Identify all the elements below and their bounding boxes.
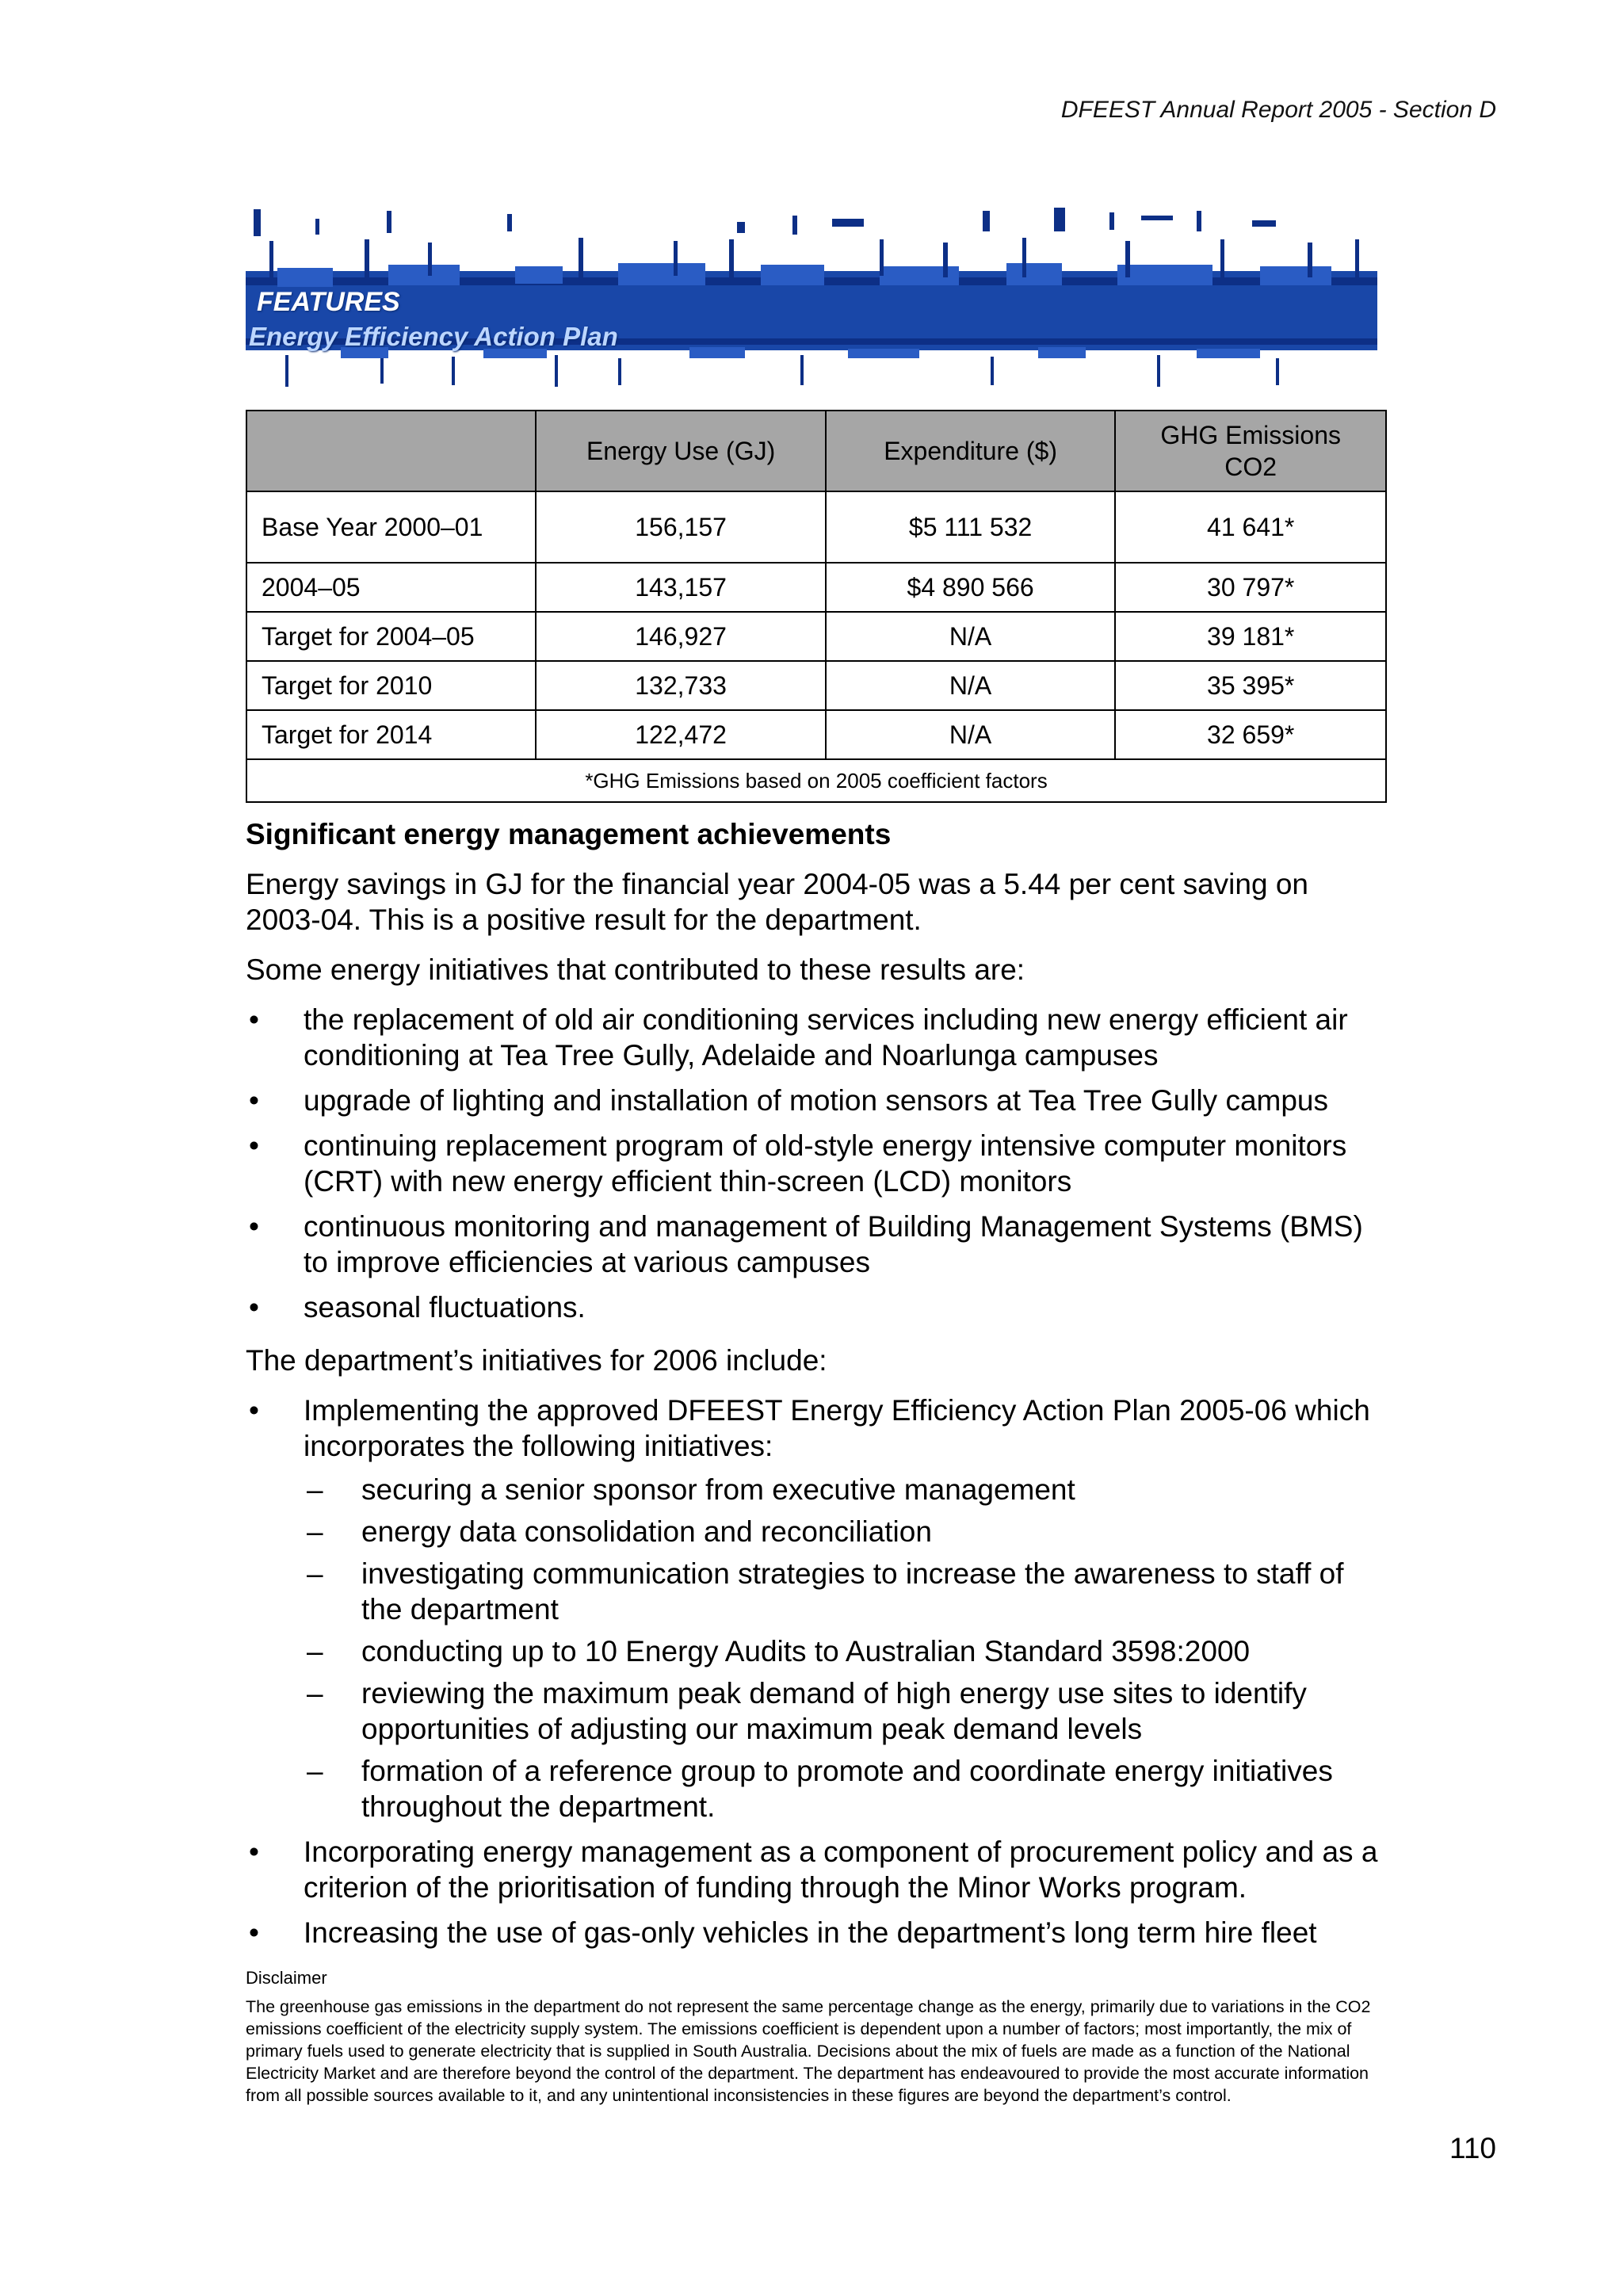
- list-item-text: continuing replacement program of old-style energy intensive computer monitors (CRT) with new energy efficient thin-screen (LCD) monitors: [304, 1129, 1347, 1198]
- expenditure-cell: N/A: [826, 710, 1116, 759]
- bullet-icon: •: [249, 1003, 259, 1036]
- banner-subtitle: Energy Efficiency Action Plan: [249, 322, 618, 351]
- list-item: [246, 1289, 1379, 1325]
- list-item-text: the replacement of old air conditioning services including new energy efficient air conditioning at Tea Tree Gully, Adelaide and Noarlunga campuses: [304, 1003, 1348, 1072]
- banner-title: FEATURES: [257, 287, 400, 317]
- row-label: Target for 2014: [246, 710, 536, 759]
- sublist-item: [304, 1753, 1379, 1824]
- sublist-item: [304, 1675, 1379, 1747]
- initiatives-list: [246, 1392, 1379, 1950]
- list-item-text: continuous monitoring and management of Building Management Systems (BMS) to improve efficiencies at various campuses: [304, 1210, 1363, 1278]
- ghg-cell: 30 797*: [1115, 563, 1386, 612]
- table-header-empty: [246, 411, 536, 491]
- expenditure-cell: $4 890 566: [826, 563, 1116, 612]
- table-row: [246, 491, 1386, 563]
- paragraph-savings: Energy savings in GJ for the financial year 2004-05 was a 5.44 per cent saving on 2003-04. This is a positive result for the department.: [246, 868, 1308, 936]
- list-item-text: Incorporating energy management as a component of procurement policy and as a criterion of the prioritisation of funding through the Minor Works program.: [304, 1836, 1378, 1904]
- list-item-text: seasonal fluctuations.: [304, 1291, 586, 1324]
- bullet-icon: •: [249, 1836, 259, 1868]
- row-label: Base Year 2000–01: [246, 491, 536, 563]
- list-item: [246, 1128, 1379, 1199]
- dash-icon: –: [307, 1677, 323, 1710]
- paragraph-2006-intro: The department’s initiatives for 2006 include:: [246, 1344, 827, 1377]
- co2-label: CO2: [1224, 453, 1277, 481]
- dash-icon: –: [307, 1755, 323, 1787]
- dash-icon: –: [307, 1557, 323, 1590]
- list-item: [246, 1834, 1379, 1905]
- table-header-row: [246, 411, 1386, 491]
- table-row: [246, 710, 1386, 759]
- dash-icon: –: [307, 1515, 323, 1548]
- table-row: [246, 661, 1386, 710]
- table-header-energy-use: Energy Use (GJ): [536, 411, 825, 491]
- table-footnote: *GHG Emissions based on 2005 coefficient factors: [246, 759, 1386, 802]
- energy-use-cell: 132,733: [536, 661, 825, 710]
- list-item-text: upgrade of lighting and installation of motion sensors at Tea Tree Gully campus: [304, 1084, 1329, 1117]
- sublist-item-text: investigating communication strategies to increase the awareness to staff of the department: [361, 1557, 1344, 1626]
- row-label: Target for 2004–05: [246, 612, 536, 661]
- action-plan-sublist: [304, 1472, 1379, 1824]
- paragraph-initiatives-intro: Some energy initiatives that contributed to these results are:: [246, 953, 1025, 986]
- disclaimer-text: The greenhouse gas emissions in the department do not represent the same percentage change as the energy, primarily due to variations in the CO2 emissions coefficient of the electricity supply system. The emissions coefficient is dependent upon a number of factors; most importantly, the mix of primary fuels used to generate electricity that is supplied in South Australia. Decisions about the mix of fuels are made as a function of the National Electricity Market and are therefore beyond the control of the department. The department has endeavoured to provide the most accurate information from all possible sources available to it, and any unintentional inconsistencies in these figures are beyond the department’s control.: [246, 1997, 1371, 2105]
- energy-table: [246, 410, 1387, 803]
- sublist-item: [304, 1514, 1379, 1549]
- ghg-cell: 39 181*: [1115, 612, 1386, 661]
- disclaimer: [246, 1967, 1371, 2107]
- page-number: 110: [1449, 2132, 1496, 2164]
- bullet-icon: •: [249, 1291, 259, 1324]
- ghg-cell: 41 641*: [1115, 491, 1386, 563]
- banner-graphic: [246, 208, 1377, 395]
- energy-use-cell: 156,157: [536, 491, 825, 563]
- sublist-item-text: conducting up to 10 Energy Audits to Australian Standard 3598:2000: [361, 1635, 1251, 1668]
- bullet-icon: •: [249, 1084, 259, 1117]
- energy-use-cell: 143,157: [536, 563, 825, 612]
- expenditure-cell: $5 111 532: [826, 491, 1116, 563]
- sublist-item: [304, 1633, 1379, 1669]
- row-label: 2004–05: [246, 563, 536, 612]
- running-header: DFEEST Annual Report 2005 - Section D: [1060, 97, 1496, 123]
- sublist-item-text: securing a senior sponsor from executive management: [361, 1473, 1075, 1506]
- energy-use-cell: 146,927: [536, 612, 825, 661]
- features-banner: [246, 208, 1377, 395]
- bullet-icon: •: [249, 1916, 259, 1949]
- bullet-icon: •: [249, 1394, 259, 1427]
- list-item-text: Increasing the use of gas-only vehicles in the department’s long term hire fleet: [304, 1916, 1317, 1949]
- sublist-item-text: energy data consolidation and reconciliation: [361, 1515, 932, 1548]
- list-item: [246, 1083, 1379, 1118]
- sublist-item-text: formation of a reference group to promote and coordinate energy initiatives throughout the department.: [361, 1755, 1333, 1823]
- sublist-item: [304, 1556, 1379, 1627]
- ghg-cell: 35 395*: [1115, 661, 1386, 710]
- dash-icon: –: [307, 1473, 323, 1506]
- ghg-label: GHG Emissions: [1160, 421, 1341, 449]
- table-header-ghg: [1115, 411, 1386, 491]
- bullet-icon: •: [249, 1210, 259, 1243]
- body-content: [246, 816, 1379, 1960]
- row-label: Target for 2010: [246, 661, 536, 710]
- list-item: [246, 1392, 1379, 1824]
- expenditure-cell: N/A: [826, 661, 1116, 710]
- sublist-item: [304, 1472, 1379, 1507]
- expenditure-cell: N/A: [826, 612, 1116, 661]
- table-footnote-row: [246, 759, 1386, 802]
- ghg-cell: 32 659*: [1115, 710, 1386, 759]
- table-header-expenditure: Expenditure ($): [826, 411, 1116, 491]
- bullet-icon: •: [249, 1129, 259, 1162]
- disclaimer-title: Disclaimer: [246, 1968, 327, 1988]
- dash-icon: –: [307, 1635, 323, 1668]
- table-row: [246, 563, 1386, 612]
- energy-use-cell: 122,472: [536, 710, 825, 759]
- list-item-text: Implementing the approved DFEEST Energy Efficiency Action Plan 2005-06 which incorporates the following initiatives:: [304, 1394, 1370, 1462]
- list-item: [246, 1915, 1379, 1950]
- list-item: [246, 1002, 1379, 1073]
- list-item: [246, 1209, 1379, 1280]
- achievements-list: [246, 1002, 1379, 1325]
- table-row: [246, 612, 1386, 661]
- section-heading: Significant energy management achievements: [246, 818, 892, 850]
- sublist-item-text: reviewing the maximum peak demand of high energy use sites to identify opportunities of adjusting our maximum peak demand levels: [361, 1677, 1307, 1745]
